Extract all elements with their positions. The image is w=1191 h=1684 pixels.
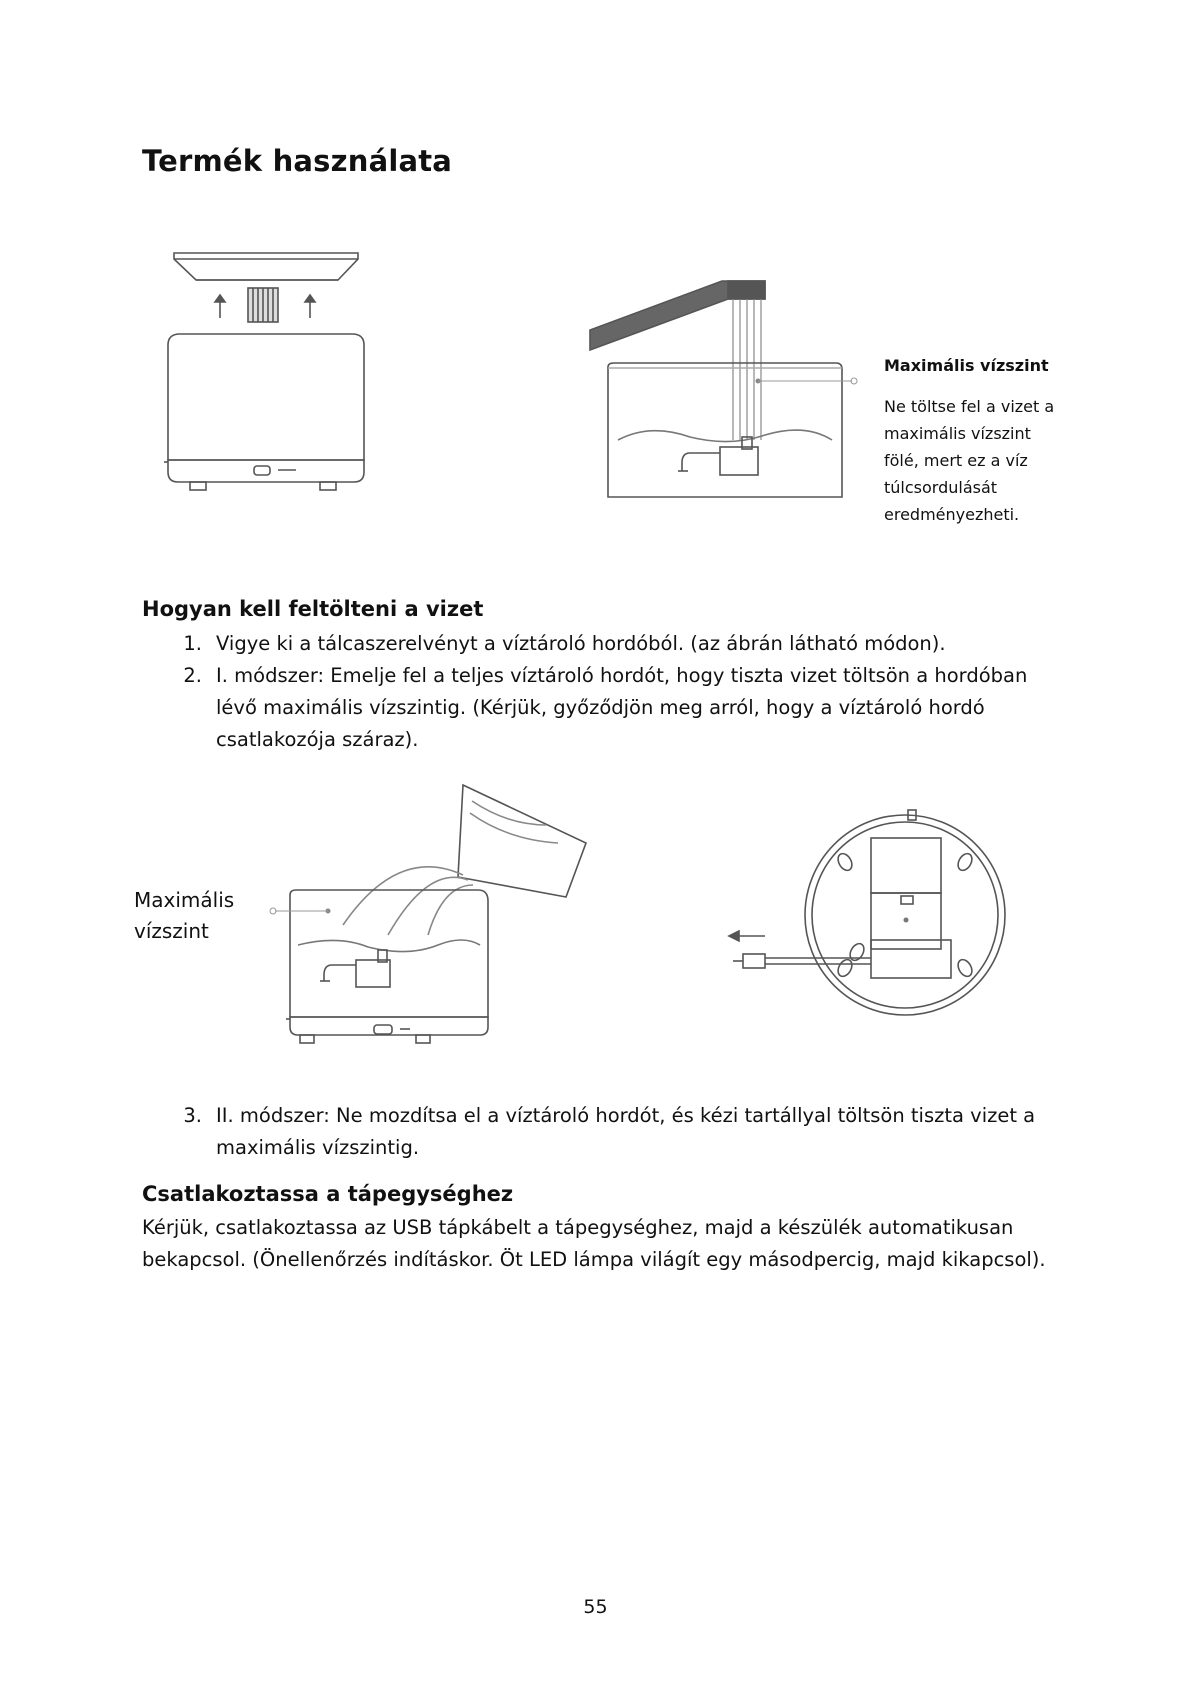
page-number: 55 bbox=[583, 1596, 608, 1618]
fill-water-heading: Hogyan kell feltölteni a vizet bbox=[142, 597, 484, 621]
max-level-callout-text: Ne töltse fel a vizet a maximális vízszint fölé, mert ez a víz túlcsordulását eredményezheti. bbox=[884, 397, 1055, 524]
tray-removal-illustration bbox=[160, 250, 380, 500]
list-item: 2. I. módszer: Emelje fel a teljes víztároló hordót, hogy tiszta vizet töltsön a hordóban lévő maximális vízszintig. (Kérjük, győződjön meg arról, hogy a víztároló hordó csatlakozója száraz). bbox=[183, 664, 1028, 751]
pitcher-filling-illustration bbox=[268, 785, 603, 1045]
max-level-side-label: Maximális vízszint bbox=[134, 888, 235, 943]
page-title: Termék használata bbox=[142, 144, 453, 178]
list-item: 1. Vigye ki a tálcaszerelvényt a víztároló hordóból. (az ábrán látható módon). bbox=[183, 632, 946, 655]
power-heading: Csatlakoztassa a tápegységhez bbox=[142, 1182, 514, 1206]
list-item: 3. II. módszer: Ne mozdítsa el a víztároló hordót, és kézi tartállyal töltsön tiszta vizet a maximális vízszintig. bbox=[183, 1104, 1036, 1159]
max-level-callout-heading: Maximális vízszint bbox=[884, 356, 1049, 375]
faucet-filling-illustration bbox=[590, 275, 890, 520]
bottom-view-usb-illustration bbox=[725, 810, 1015, 1025]
power-paragraph: Kérjük, csatlakoztassa az USB tápkábelt a tápegységhez, majd a készülék automatikusan bekapcsol. (Önellenőrzés indításkor. Öt LED lámpa világít egy másodpercig, majd kikapcsol). bbox=[142, 1216, 1046, 1271]
